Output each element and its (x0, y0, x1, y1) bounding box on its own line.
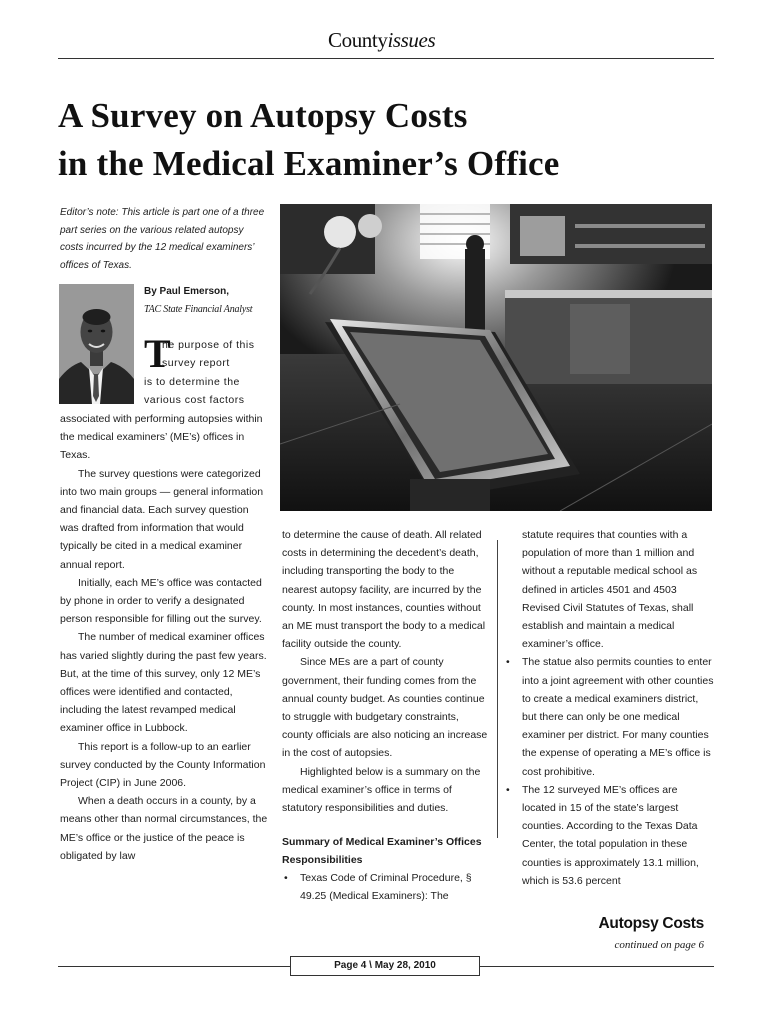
paragraph: associated with performing autopsies within the medical examiners’ (ME’s) offices in Texas. (60, 413, 263, 462)
publication-logo (328, 28, 435, 53)
intro-line: is to determine the (144, 376, 240, 388)
summary-heading: Summary of Medical Examiner’s Offices Responsibilities (282, 836, 482, 867)
continued-notice (560, 914, 704, 954)
list-item: • Texas Code of Criminal Procedure, § 49.25 (Medical Examiners): The (282, 869, 492, 905)
masthead (0, 26, 770, 58)
article-title (58, 92, 559, 188)
paragraph: Initially, each ME’s office was contacted by phone in order to verify a designated person responsible for filling out the survey. (60, 576, 262, 626)
paragraph: to determine the cause of death. All related costs in determining the decedent’s death, including transporting the body to the nearest autopsy facility, are incurred by the county. In most instances, counties without an ME must transport the body to a medical facility outside the county. (282, 529, 486, 651)
paragraph: Highlighted below is a summary on the medical examiner’s office in terms of statutory responsibilities and duties. (282, 765, 481, 815)
column-divider (497, 540, 498, 838)
continued-title: Autopsy Costs (598, 915, 704, 932)
author-photo (59, 284, 134, 404)
paragraph: When a death occurs in a county, by a means other than normal circumstances, the ME’s office or the justice of the peace is obligated by law (60, 795, 268, 862)
list-item: • The statue also permits counties to enter into a joint agreement with other counties to create a medical examiners district, but there can only be one medical examiner per district. For many counties the expense of operating a ME’s office is cost prohibitive. (504, 653, 714, 780)
editors-note: Editor’s note: This article is part one of a three part series on the various related autopsy costs incurred by the 12 medical examiners’ offices of Texas. (60, 207, 265, 271)
bullet-continuation: statute requires that counties with a population of more than 1 million and without a reputable medical school as defined in articles 4501 and 4503 Revised Civil Statutes of Texas, shall establish and maintain a medical examiner’s office. (522, 529, 698, 651)
author-name: By Paul Emerson, (144, 286, 230, 297)
paragraph: This report is a follow-up to an earlier survey conducted by the County Information Project (CIP) in June 2006. (60, 740, 266, 790)
drop-cap: T (144, 331, 171, 376)
byline (144, 284, 274, 318)
brand-issues: issues (387, 28, 436, 52)
title-line-1: A Survey on Autopsy Costs (58, 96, 468, 135)
list-item: • The 12 surveyed ME’s offices are located in 15 of the state’s largest counties. According to the Texas Data Center, the total population in these counties is approximately 13.1 million, which is 53.6 percent (504, 781, 714, 890)
paragraph: Since MEs are a part of county government, their funding comes from the annual county budget. As counties continue to struggle with budgetary constraints, county officials are also noticing an increase in the cost of autopsies. (282, 656, 488, 760)
continued-page-link[interactable]: continued on page 6 (614, 939, 704, 951)
intro-line: various cost factors (144, 394, 245, 406)
intro-line: survey report (162, 357, 230, 369)
bullet-list (282, 869, 492, 905)
column-3 (504, 526, 714, 890)
bullet-list (504, 653, 714, 890)
page-number: Page 4 \ May 28, 2010 (290, 956, 480, 976)
paragraph: The survey questions were categorized into two main groups — general information and financial data. Each survey question was drafted from information that would typically be cited in a medical examiner annual report. (60, 467, 264, 571)
paragraph: The number of medical examiner offices has varied slightly during the past few years. But, at the time of this survey, only 12 ME’s offices were identified and contacted, including the latest revamped medical examiner office in Lubbock. (60, 631, 267, 735)
brand-county: County (328, 28, 388, 52)
autopsy-room-photo (280, 204, 712, 511)
autopsy-table-image-icon (280, 204, 712, 511)
column-1 (60, 410, 268, 865)
author-portrait-icon (59, 284, 134, 404)
header-rule (58, 58, 714, 59)
intro-line: he purpose of this (162, 339, 255, 351)
title-line-2: in the Medical Examiner’s Office (58, 144, 560, 183)
author-title: TAC State Financial Analyst (144, 304, 253, 315)
column-2 (282, 526, 492, 906)
